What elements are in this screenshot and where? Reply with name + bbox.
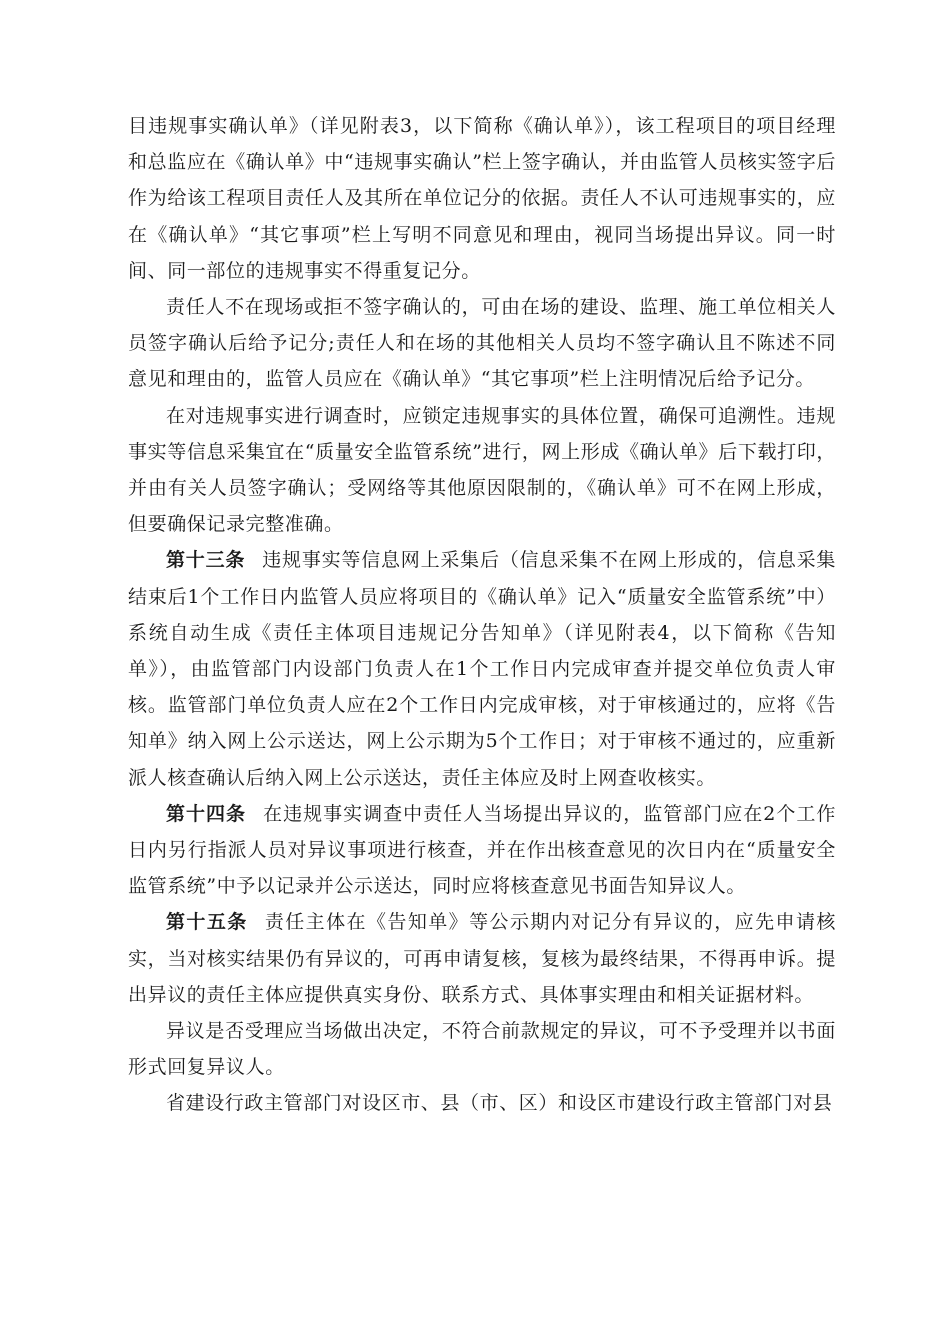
document-body: [128, 108, 836, 1122]
paragraph-text: 责任人不在现场或拒不签字确认的，可由在场的建设、监理、施工单位相关人员签字确认后给予记分;责任人和在场的其他相关人员均不签字确认且不陈述不同意见和理由的，监管人员应在《确认单》“其它事项”栏上注明情况后给予记分。: [128, 296, 836, 391]
paragraph-text: 异议是否受理应当场做出决定，不符合前款规定的异议，可不予受理并以书面形式回复异议人。: [128, 1020, 836, 1079]
paragraph-absent-responsible-person: [128, 289, 836, 398]
paragraph-investigation-traceability: [128, 398, 836, 543]
paragraph-objection-acceptance: [128, 1013, 836, 1085]
article-heading: 第十三条: [166, 549, 246, 572]
paragraph-text: 在违规事实调查中责任人当场提出异议的，监管部门应在2个工作日内另行指派人员对异议事项进行核查，并在作出核查意见的次日内在“质量安全监管系统”中予以记录并公示送达，同时应将核查意见书面告知异议人。: [128, 802, 836, 898]
article-13: [128, 542, 836, 795]
paragraph-text: 责任主体在《告知单》等公示期内对记分有异议的，应先申请核实，当对核实结果仍有异议的，可再申请复核，复核为最终结果，不得再申诉。提出异议的责任主体应提供真实身份、联系方式、具体事实理由和相关证据材料。: [128, 911, 836, 1006]
paragraph-text: 在对违规事实进行调查时，应锁定违规事实的具体位置，确保可追溯性。违规事实等信息采集宜在“质量安全监管系统”进行，网上形成《确认单》后下载打印，并由有关人员签字确认；受网络等其他原因限制的，《确认单》可不在网上形成，但要确保记录完整准确。: [128, 404, 836, 536]
paragraph-text: 违规事实等信息网上采集后（信息采集不在网上形成的，信息采集结束后1个工作日内监管人员应将项目的《确认单》记入“质量安全监管系统”中）系统自动生成《责任主体项目违规记分告知单》（详见附表4，以下简称《告知单》），由监管部门内设部门负责人在1个工作日内完成审查并提交单位负责人审核。监管部门单位负责人应在2个工作日内完成审核，对于审核通过的，应将《告知单》纳入网上公示送达，网上公示期为5个工作日；对于审核不通过的，应重新派人核查确认后纳入网上公示送达，责任主体应及时上网查收核实。: [128, 549, 836, 789]
article-14: [128, 796, 836, 905]
paragraph-provincial-authority: [128, 1085, 836, 1121]
article-heading: 第十五条: [166, 911, 248, 934]
paragraph-text: 省建设行政主管部门对设区市、县（市、区）和设区市建设行政主管部门对县: [166, 1092, 833, 1115]
article-15: [128, 904, 836, 1013]
article-heading: 第十四条: [166, 802, 247, 825]
paragraph-confirmation-form: [128, 108, 836, 289]
paragraph-text: 目违规事实确认单》（详见附表3，以下简称《确认单》），该工程项目的项目经理和总监应在《确认单》中“违规事实确认”栏上签字确认，并由监管人员核实签字后作为给该工程项目责任人及其所在单位记分的依据。责任人不认可违规事实的，应在《确认单》“其它事项”栏上写明不同意见和理由，视同当场提出异议。同一时间、同一部位的违规事实不得重复记分。: [128, 115, 836, 282]
